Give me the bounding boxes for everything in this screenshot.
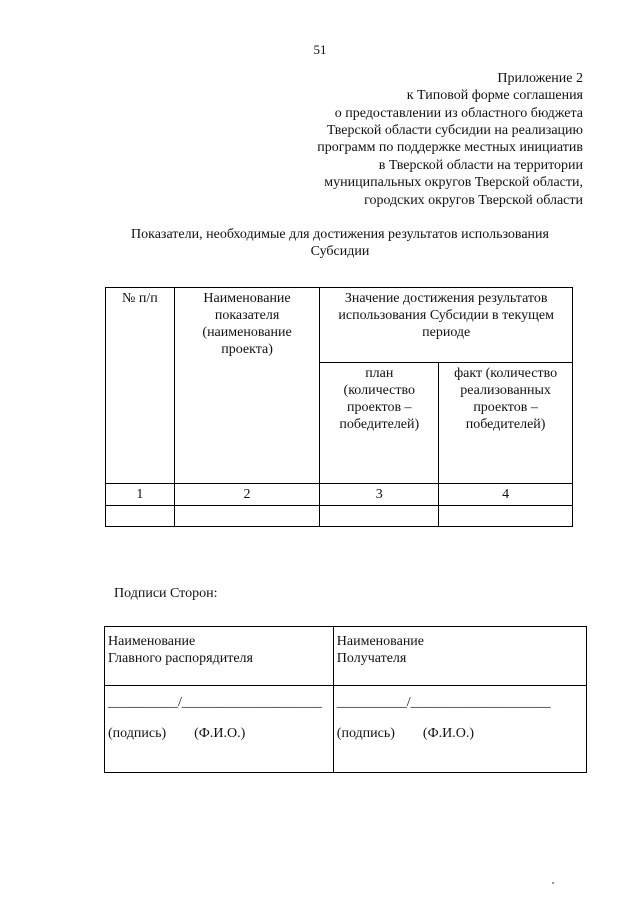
header-value <box>320 288 573 363</box>
signature-labels <box>108 725 330 742</box>
left-signature-cell <box>105 686 334 773</box>
header-text: реализованных <box>460 383 551 399</box>
table-row <box>106 506 573 527</box>
appendix-line: о предоставлении из областного бюджета <box>334 105 583 121</box>
left-party-heading <box>105 627 334 686</box>
signature-line: __________/____________________ <box>336 695 551 710</box>
signature-line: __________/____________________ <box>108 695 322 710</box>
signatures-table <box>104 626 587 773</box>
header-text: Значение достижения результатов <box>344 291 548 306</box>
column-number: 2 <box>174 484 320 506</box>
header-text: (наименование <box>202 325 292 341</box>
column-number: 1 <box>106 484 175 506</box>
header-indicator-name <box>174 288 320 484</box>
appendix-line: к Типовой форме соглашения <box>406 88 583 104</box>
header-text: Наименование <box>203 291 291 306</box>
empty-cell <box>106 506 175 527</box>
document-title <box>80 226 600 261</box>
appendix-line: Приложение 2 <box>497 71 583 86</box>
header-text: показателя <box>214 308 280 324</box>
appendix-line: программ по поддержке местных инициатив <box>317 140 583 156</box>
title-line: Показатели, необходимые для достижения результатов использования <box>131 227 549 242</box>
header-plan <box>320 363 439 484</box>
scan-speck <box>552 882 554 884</box>
header-text: использования Субсидии в текущем <box>338 308 554 324</box>
header-fact <box>439 363 573 484</box>
party-heading-text: Наименование <box>336 634 425 649</box>
header-text: проекта) <box>221 342 273 358</box>
signature-label: (подпись) <box>108 726 167 742</box>
column-number: 3 <box>320 484 439 506</box>
party-heading-text: Получателя <box>336 651 407 667</box>
empty-cell <box>439 506 573 527</box>
appendix-line: муниципальных округов Тверской области, <box>324 175 583 191</box>
right-party-heading <box>333 627 586 686</box>
signature-label: (подпись) <box>336 726 395 742</box>
empty-cell <box>174 506 320 527</box>
indicators-table <box>105 287 573 527</box>
header-text: победителей) <box>339 417 420 433</box>
signatures-caption: Подписи Сторон: <box>114 586 218 601</box>
appendix-line: в Тверской области на территории <box>378 157 583 173</box>
appendix-line: городских округов Тверской области <box>364 192 583 208</box>
empty-cell <box>320 506 439 527</box>
column-number-row <box>106 484 573 506</box>
name-label: (Ф.И.О.) <box>194 726 246 742</box>
page-number: 51 <box>313 42 327 57</box>
header-text: (количество <box>343 383 416 399</box>
header-text: проектов – <box>473 400 538 416</box>
title-line: Субсидии <box>310 244 370 260</box>
party-heading-text: Наименование <box>108 634 196 649</box>
header-text: проектов – <box>347 400 412 416</box>
party-heading-text: Главного распорядителя <box>108 651 253 667</box>
right-signature-cell <box>333 686 586 773</box>
header-text: победителей) <box>465 417 546 433</box>
header-text: факт (количество <box>454 366 558 381</box>
header-number: № п/п <box>106 288 175 484</box>
appendix-line: Тверской области субсидии на реализацию <box>326 123 583 139</box>
header-text: периоде <box>422 325 471 341</box>
column-number: 4 <box>439 484 573 506</box>
name-label: (Ф.И.О.) <box>422 726 475 742</box>
header-text: план <box>365 366 394 381</box>
signature-labels <box>337 725 583 742</box>
appendix-heading <box>317 70 583 209</box>
